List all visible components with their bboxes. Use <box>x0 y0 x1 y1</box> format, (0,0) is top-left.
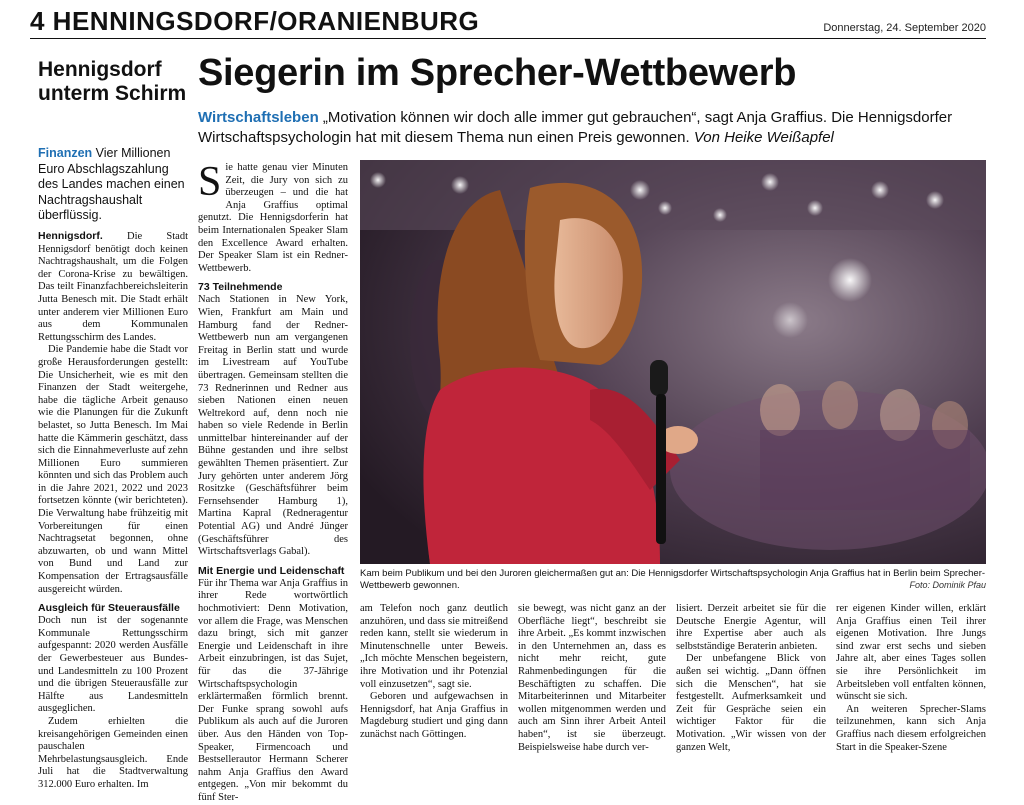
article-paragraph-text: ie hatte genau vier Minuten Zeit, die Jury von sich zu überzeugen – und die hat Anja Graffius optimal genutzt. Die Hennigsdorferin hat beim Internationalen Speaker Slam den Excellence Award erhalten. Der Speaker Slam ist ein Redner-Wettbewerb. <box>198 162 348 274</box>
article-paragraph: Der unbefangene Blick von außen sei wichtig. „Dann öffnen sich die Menschen“, hat sie festgestellt. Aufmerksamkeit und Zeit für Gespräche seien ein wichtiger Faktor für die Motivation. „Wir wissen von der ganzen Welt, <box>676 653 826 753</box>
sidebar-paragraph: Die Pandemie habe die Stadt vor große Herausforderungen gestellt: Die Unsicherheit, wie es mit den Finanzen der Stadt weitergehe, habe die tägliche Arbeit genauso wie die Planungen für die Zukunft belastet, so Jutta Benesch. Im Mai hatte die Kämmerin geschätzt, dass sich die Einnahmeverluste auf zehn Millionen Euro summieren könnten und sich das Problem auch in die Jahre 2021, 2022 und 2023 fortsetzen könnte (wir berichteten). Die Verwaltung habe frühzeitig mit Vorbereitungen für einen Nachtragsetat begonnen, ohne abzuwarten, ob und wann Mittel von Bund und Land zur Kompensation der Ertragsausfälle ausgereicht würden. <box>38 344 188 595</box>
drop-cap: S <box>198 159 222 205</box>
article-column-1 <box>198 159 348 805</box>
article-column-2 <box>360 603 508 742</box>
sidebar-body <box>38 230 188 792</box>
sidebar-paragraph-text: Die Stadt Hennigsdorf benötigt doch keinen Nachtragshaushalt, um die Folgen der Corona-Krise zu bewältigen. Das teilt Finanzfachbereichsleiterin Jutta Benesch mit. Die Stadt erhält unter anderem vier Millionen Euro aus dem Kommunalen Rettungsschirm des Landes. <box>38 231 188 343</box>
article-paragraph: An weiteren Sprecher-Slams teilzunehmen, kann sich Anja Graffius nach diesem erfolgreichen Start in die Speaker-Szene <box>836 703 986 753</box>
article-intro <box>198 108 980 148</box>
sidebar-paragraph: Doch nun ist der sogenannte Kommunale Rettungsschirm aufgespannt: 2020 werden Ausfälle der Gewerbesteuer aus Bundes- und Landesmitteln zu 100 Prozent und die übrigen Steuerausfälle zur Hälfte aus Landesmitteln ausgeglichen. <box>38 615 188 715</box>
speaker-photo-illustration <box>360 160 986 564</box>
article-column-4 <box>676 603 826 754</box>
article-photo <box>360 160 986 564</box>
article-subheading: Mit Energie und Leidenschaft <box>198 564 345 577</box>
article-column-5 <box>836 603 986 754</box>
article-paragraph <box>198 159 348 275</box>
sidebar-paragraph <box>38 230 188 344</box>
article-paragraph: sie bewegt, was nicht ganz an der Oberfläche liegt“, beschreibt sie ihre Arbeit. „Es kommt inzwischen in den Unternehmen an, dass es nicht mehr reicht, gute Rahmenbedingungen für die Beschäftigten zu schaffen. Die Mitarbeiterinnen und Mitarbeiter wollen mitgenommen werden und auch am Sinn ihrer Arbeit Anteil haben“, ist sie überzeugt. Beispielsweise habe durch ver- <box>518 603 666 753</box>
author-byline: Von Heike Weißapfel <box>689 129 834 146</box>
sidebar-teaser-text: Vier Millionen Euro Abschlagszahlung des Landes machen einen Nachtragshaushalt überflüssig. <box>38 146 185 222</box>
photo-credit: Foto: Dominik Pfau <box>909 580 986 590</box>
sidebar-teaser <box>38 146 188 224</box>
sidebar-subheading: Ausgleich für Steuerausfälle <box>38 602 180 615</box>
issue-date: Donnerstag, 24. September 2020 <box>823 22 986 34</box>
dateline: Hennigsdorf. <box>38 230 103 242</box>
article-paragraph: Nach Stationen in New York, Wien, Frankfurt am Main und Hamburg fand der Redner-Wettbewerb nun am vergangenen Freitag in Berlin statt und wurde im Livestream auf YouTube übertragen. Gemeinsam stellten die 73 Rednerinnen und Redner aus sieben Nationen einen neuen Weltrekord auf, denn noch nie haben so viele Redende in Berlin unmittelbar hintereinander auf der Bühne gestanden und ihre selbst gewählten Themen präsentiert. Zur Jury gehörten unter anderem Jörg Rositzke (Geschäftsführer beim Fernsehsender Hamburg 1), Martina Kapral (Redneragentur Potential AG) und André Jünger (Geschäftsführer des Wirtschaftsverlags Gabal). <box>198 294 348 558</box>
article-paragraph: lisiert. Derzeit arbeitet sie für die Deutsche Energie Agentur, will ihre Expertise aber auch als selbstständige Beraterin anbieten. <box>676 603 826 652</box>
intro-text: „Motivation können wir doch alle immer gut gebrauchen“, sagt Anja Graffius. Die Hennigsdorfer Wirtschaftspsychologin hat mit diesem Thema nun einen Preis gewonnen. <box>198 109 953 146</box>
article-paragraph: Geboren und aufgewachsen in Hennigsdorf, hat Anja Graffius in Magdeburg studiert und ging dann zunächst nach Göttingen. <box>360 691 508 740</box>
sidebar-paragraph: Zudem erhielten die kreisangehörigen Gemeinden einen pauschalen Mehrbelastungsausgleich. Ende Juli hat die Stadtverwaltung 312.000 Euro erhalten. Im <box>38 715 188 790</box>
article-subheading: 73 Teilnehmende <box>198 281 283 294</box>
sidebar-kicker: Finanzen <box>38 146 93 160</box>
header-rule <box>30 38 986 39</box>
article-paragraph: rer eigenen Kinder willen, erklärt Anja Graffius einen Teil ihrer eigenen Motivation. Ihre Jungs sind zwar erst sechs und sieben Jahre alt, aber eines Tages sollen sie ihre Persönlichkeit im Arbeitsleben voll entfalten können, wünscht sie sich. <box>836 603 986 703</box>
page-header-label: 4 HENNINGSDORF/ORANIENBURG <box>30 6 480 36</box>
article-headline: Siegerin im Sprecher-Wettbewerb <box>198 52 797 94</box>
photo-caption: Kam beim Publikum und bei den Juroren gleichermaßen gut an: Die Hennigsdorfer Wirtschaftspsychologin Anja Graffius hat in Berlin beim Sprecher-Wettbewerb gewonnen. <box>360 568 986 591</box>
article-paragraph: Für ihr Thema war Anja Graffius in ihrer Rede wortwörtlich hochmotiviert: Denn Motivation, vor allem die Frage, was Menschen dazu bringt, sich mit ganzer Energie und Leidenschaft in ihre Arbeit einzubringen, ist das Sujet, für das die 37-Jährige Wirtschaftspsychologin erklärtermaßen förmlich brennt. Der Funke sprang sowohl aufs Publikum als auch auf die Juroren über. Aus den Händen von Top-Speaker, Firmencoach und Bestsellerautor Hermann Scherer nahm Anja Graffius den Award entgegen. „Von mir bekommt du fünf Ster- <box>198 577 348 803</box>
intro-kicker: Wirtschaftsleben <box>198 109 319 126</box>
article-paragraph: am Telefon noch ganz deutlich anzuhören, und dass sie mitreißend reden kann, stellt sie wiederum in Minutenschnelle unter Beweis. „Ich möchte Menschen begeistern, ihre Motivation und ihr Potenzial voll einzusetzen“, sagt sie. <box>360 603 508 690</box>
sidebar-headline: Hennigsdorf unterm Schirm <box>38 58 187 105</box>
article-column-3 <box>518 603 666 754</box>
